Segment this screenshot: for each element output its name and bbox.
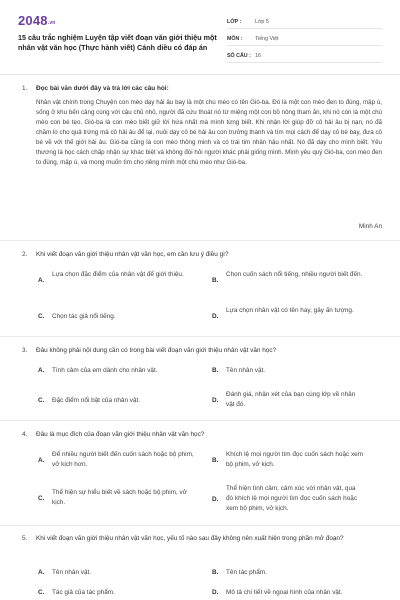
option-letter: A. [38, 367, 45, 374]
question-text: Khi viết đoạn văn giới thiệu nhân vật văn học, yếu tố nào sau đây không nên xuất hiện trong phần mở đoạn? [36, 535, 344, 542]
question-5 [22, 534, 382, 543]
option-b[interactable] [212, 366, 364, 376]
option-text: Tác giả của tác phẩm. [52, 589, 115, 596]
option-text: Mô tả chi tiết về ngoại hình của nhân vật. [226, 589, 343, 596]
option-letter: D. [212, 313, 219, 320]
option-text: Để nhiều người biết đến cuốn sách hoặc bộ phim, vở kịch hơn. [52, 451, 194, 468]
reading-passage: Nhân vật chính trong Chuyện con mèo dạy hải âu bay là một chú mèo có tên Gió-ba. Đó là một con mèo đen to đùng, mập ú, sống ở khu bến cảng cùng với cậu chủ nhỏ, người đã cứu thoát nó từ miệng một con bồ nông tham ăn, khi nó còn là một chú mèo con bé tẹo. Gió-ba là con mèo biết giữ lời hứa nhất mà mình từng biết. Khi nhận lời giúp đỡ cô hải âu bị nạn, nó đã chăm lo cho quả trứng mà cô hải âu để lại, nuôi dạy cô bé hải âu con trưởng thành và tìm mọi cách để dạy cô bé bay, đưa cô bé về với thế giới hải âu. Gió-ba cũng là con mèo thông minh và có trái tim nhân hậu nhất. Nó đã dạy cho mình biết: Yêu thương là học cách chấp nhận sự khác biệt và không đòi hỏi người khác phải giống mình. Mình yêu quý Gió-ba, con mèo đen to đùng, mập ú, và mong muốn tìm cho riêng mình một chú mèo như Gió-ba. [36, 99, 382, 166]
option-text: Thể hiện sự hiểu biết về sách hoặc bộ phim, vở kịch. [52, 489, 187, 506]
question-3 [22, 346, 382, 355]
option-letter: A. [38, 569, 45, 576]
meta-row-subject [227, 34, 382, 46]
option-b[interactable] [212, 270, 364, 285]
option-letter: B. [212, 569, 219, 576]
document-header [0, 0, 400, 72]
question-number: 4. [22, 431, 28, 438]
option-text: Khích lệ mọi người tìm đọc cuốn sách hoặc xem bộ phim, vở kịch. [226, 451, 364, 468]
question-text: Khi viết đoạn văn giới thiệu nhân vật văn học, em cần lưu ý điều gì? [36, 251, 229, 258]
question-2 [22, 250, 382, 259]
option-text: Đặc điểm nổi bật của nhân vật. [52, 397, 141, 404]
site-logo[interactable] [18, 12, 56, 30]
meta-label: SỐ CÂU : [227, 52, 251, 59]
option-b[interactable] [212, 450, 364, 470]
option-letter: A. [38, 457, 45, 464]
option-letter: D. [212, 589, 219, 596]
option-d[interactable] [212, 588, 364, 598]
option-text: Lựa chọn nhân vật có tên hay, gây ấn tượng. [226, 307, 354, 314]
meta-row-count [227, 51, 382, 63]
question-text: Đâu không phải nội dung cần có trong bài viết đoạn văn giới thiệu nhân vật văn học? [36, 347, 277, 354]
option-letter: D. [212, 397, 219, 404]
question-divider [0, 525, 400, 526]
passage-author: Minh An [358, 223, 382, 230]
option-letter: B. [212, 277, 219, 284]
option-letter: B. [212, 367, 219, 374]
option-d[interactable] [212, 306, 364, 321]
meta-value: Tiếng Việt [255, 35, 279, 42]
meta-row-class [227, 17, 382, 29]
option-a[interactable] [38, 450, 198, 470]
option-text: Chọn tác giả nổi tiếng. [52, 313, 116, 320]
meta-value: Lớp 5 [255, 18, 269, 25]
logo-text: 2048 [18, 13, 48, 28]
option-d[interactable] [212, 390, 364, 410]
option-text: Chọn cuốn sách nổi tiếng, nhiều người biết đến. [226, 271, 363, 278]
option-text: Đánh giá, nhận xét của bạn cùng lớp về nhân vật đó. [226, 391, 356, 408]
question-number: 1. [22, 85, 28, 92]
meta-value: 16 [255, 52, 261, 59]
option-letter: C. [38, 313, 45, 320]
question-number: 3. [22, 347, 28, 354]
question-divider [0, 420, 400, 421]
question-divider [0, 240, 400, 241]
option-letter: B. [212, 457, 219, 464]
question-number: 2. [22, 251, 28, 258]
option-text: Tên tác phẩm. [226, 569, 267, 576]
option-a[interactable] [38, 568, 198, 578]
question-divider [0, 336, 400, 337]
option-letter: A. [38, 277, 45, 284]
question-text: Đọc bài văn dưới đây và trả lời các câu hỏi: [36, 85, 169, 92]
logo-tld: .vn [47, 20, 56, 26]
option-c[interactable] [38, 396, 198, 406]
option-d[interactable] [212, 484, 364, 514]
option-a[interactable] [38, 270, 198, 285]
option-b[interactable] [212, 568, 364, 578]
option-text: Thể hiện tình cảm, cảm xúc với nhân vật, qua đó khích lệ mọi người tìm đọc cuốn sách hoặc xem bộ phim, vở kịch. [226, 485, 358, 512]
option-letter: C. [38, 589, 45, 596]
option-text: Tên nhân vật. [226, 367, 266, 374]
option-letter: C. [38, 495, 45, 502]
document-meta [227, 17, 382, 68]
question-1 [22, 84, 382, 93]
question-number: 5. [22, 535, 28, 542]
header-divider [0, 74, 400, 75]
option-text: Lựa chọn đặc điểm của nhân vật để giới thiệu. [52, 271, 184, 278]
meta-label: MÔN : [227, 35, 243, 42]
option-a[interactable] [38, 366, 198, 376]
option-c[interactable] [38, 312, 198, 322]
option-letter: C. [38, 397, 45, 404]
meta-label: LỚP : [227, 18, 242, 25]
option-letter: D. [212, 496, 219, 503]
option-text: Tình cảm của em dành cho nhân vật. [52, 367, 158, 374]
option-c[interactable] [38, 588, 198, 598]
option-text: Tên nhân vật. [52, 569, 92, 576]
document-title: 15 câu trắc nghiệm Luyện tập viết đoạn văn giới thiệu một nhân vật văn học (Thực hành viết) Cánh diều có đáp án [18, 33, 217, 52]
question-text: Đâu là mục đích của đoạn văn giới thiệu nhân vật văn học? [36, 431, 205, 438]
question-4 [22, 430, 382, 439]
option-c[interactable] [38, 488, 198, 508]
